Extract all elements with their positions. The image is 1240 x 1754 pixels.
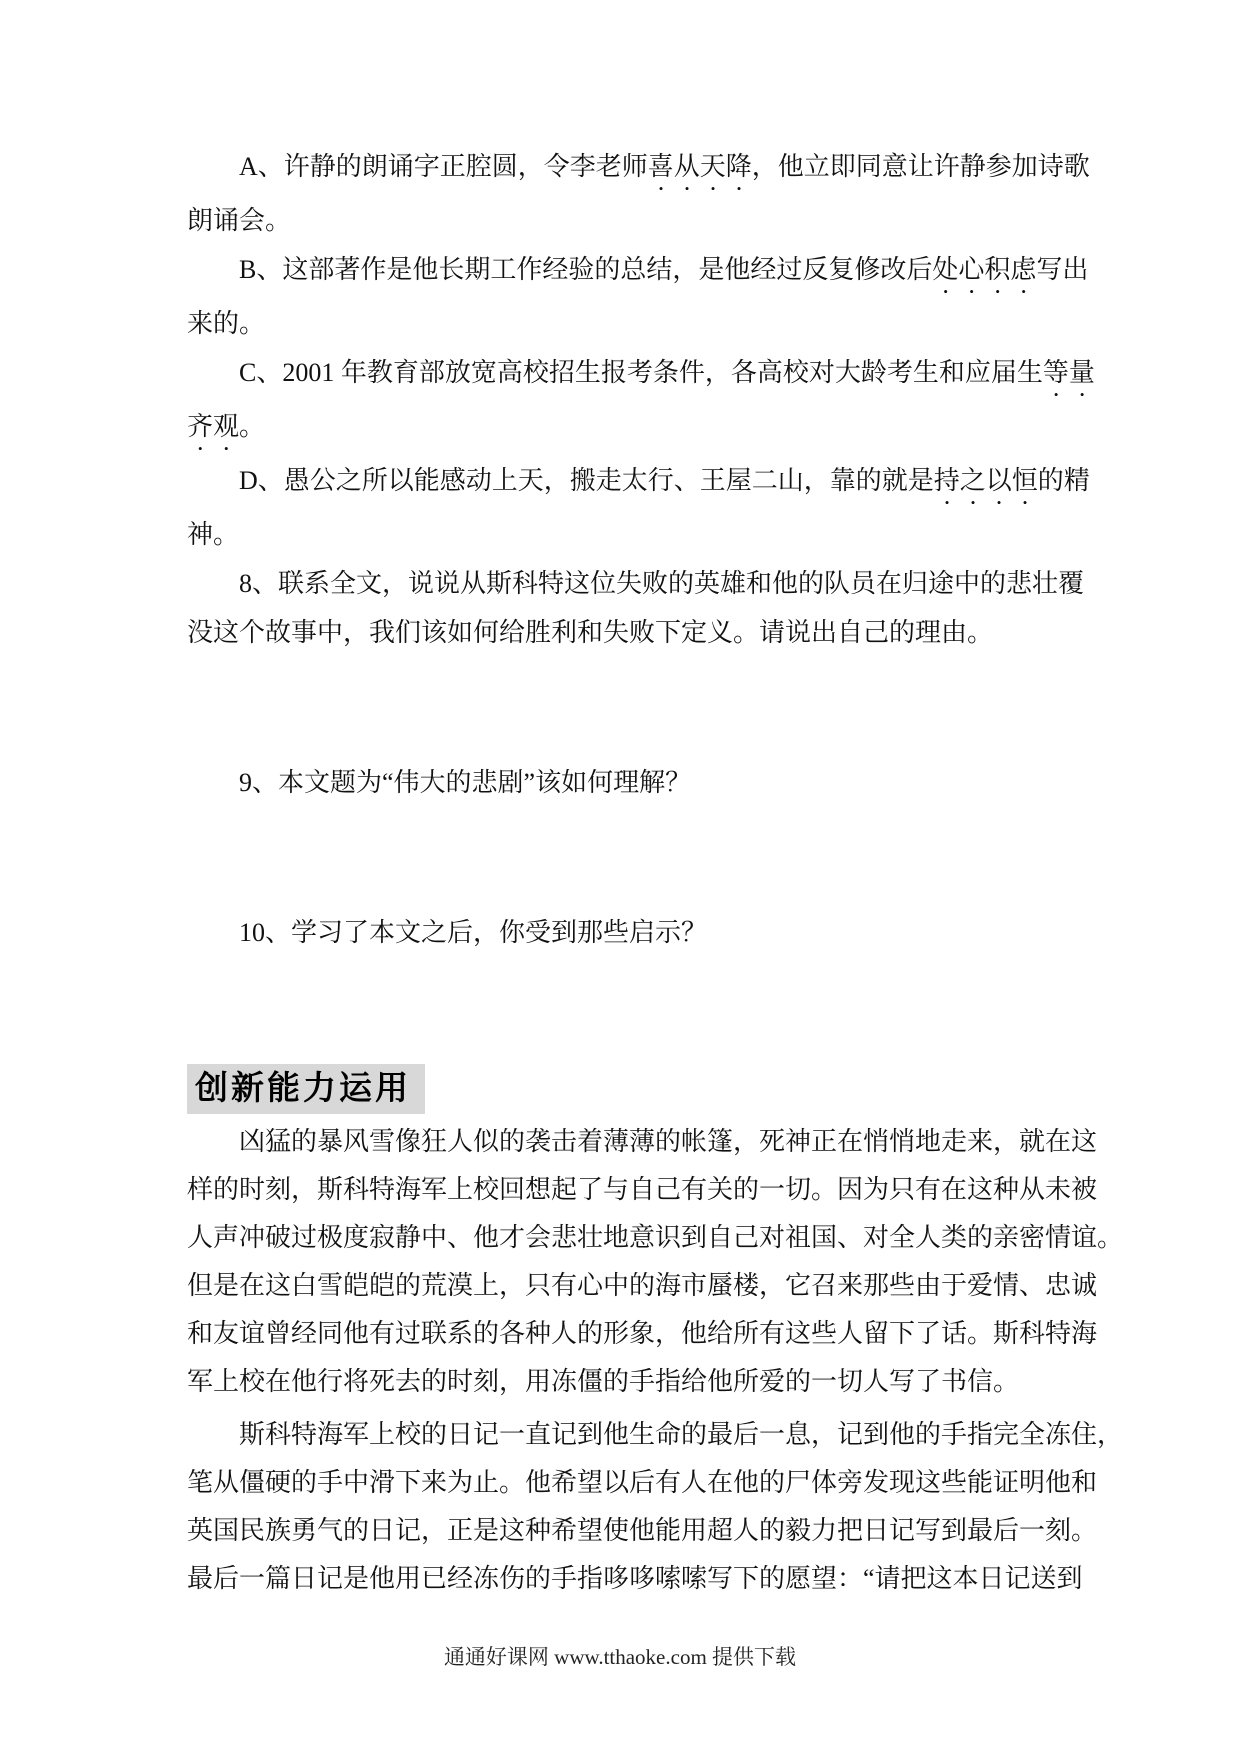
text-line bbox=[187, 510, 1090, 559]
text-line bbox=[187, 1507, 1098, 1555]
text-run: 9、本文题为“伟大的悲剧”该如何理解？ bbox=[239, 768, 692, 797]
emphasized-text: 齐观 bbox=[187, 412, 240, 441]
text-run: 写出 bbox=[1036, 255, 1089, 284]
text-line bbox=[187, 1459, 1098, 1507]
text-run: 凶猛的暴风雪像狂人似的袭击着薄薄的帐篷，死神正在悄悄地走来，就在这 bbox=[239, 1127, 1098, 1156]
multiple-choice-options-and-question-8 bbox=[187, 142, 1095, 657]
text-line bbox=[187, 1262, 1098, 1310]
emphasized-text: 持之以恒 bbox=[933, 466, 1038, 495]
emphasized-text: 喜从天降 bbox=[647, 152, 752, 181]
text-line bbox=[187, 402, 1090, 456]
text-line bbox=[187, 196, 1090, 245]
text-run: 10、学习了本文之后，你受到那些启示？ bbox=[239, 918, 708, 947]
text-line bbox=[187, 456, 1090, 510]
emphasized-text: 处心积虑 bbox=[932, 255, 1037, 284]
reading-passage-paragraph-1 bbox=[187, 1118, 1124, 1406]
text-line bbox=[187, 1411, 1124, 1459]
text-line bbox=[187, 142, 1090, 196]
question-10 bbox=[187, 908, 1090, 957]
question-9 bbox=[187, 758, 1090, 807]
text-line bbox=[187, 245, 1090, 299]
text-line bbox=[187, 559, 1090, 608]
text-run: 的精 bbox=[1037, 466, 1090, 495]
text-run: 神。 bbox=[187, 520, 240, 549]
text-run: 英国民族勇气的日记，正是这种希望使他能用超人的毅力把日记写到最后一刻。 bbox=[187, 1516, 1098, 1545]
text-run: 。 bbox=[239, 412, 266, 441]
text-line bbox=[187, 1118, 1098, 1166]
text-line bbox=[187, 1166, 1098, 1214]
text-run: 斯科特海军上校的日记一直记到他生命的最后一息，记到他的手指完全冻住， bbox=[239, 1420, 1124, 1449]
text-run: 但是在这白雪皑皑的荒漠上，只有心中的海市蜃楼，它召来那些由于爱情、忠诚 bbox=[187, 1271, 1098, 1300]
text-line bbox=[187, 1310, 1098, 1358]
text-run: 笔从僵硬的手中滑下来为止。他希望以后有人在他的尸体旁发现这些能证明他和 bbox=[187, 1468, 1098, 1497]
emphasized-text: 等量 bbox=[1042, 358, 1095, 387]
text-run: 来的。 bbox=[187, 309, 266, 338]
text-run: 样的时刻，斯科特海军上校回想起了与自己有关的一切。因为只有在这种从未被 bbox=[187, 1175, 1098, 1204]
text-line bbox=[187, 1555, 1090, 1603]
text-line bbox=[187, 608, 1090, 657]
text-line bbox=[187, 299, 1090, 348]
section-header-innovation-ability: 创新能力运用 bbox=[187, 1064, 425, 1114]
text-run: 8、联系全文，说说从斯科特这位失败的英雄和他的队员在归途中的悲壮覆 bbox=[239, 569, 1085, 598]
section-header-row bbox=[187, 1064, 1090, 1114]
text-run: 和友谊曾经同他有过联系的各种人的形象，他给所有这些人留下了话。斯科特海 bbox=[187, 1319, 1098, 1348]
text-line bbox=[187, 758, 1090, 807]
footer-credit: 通通好课网 www.tthaoke.com 提供下载 bbox=[443, 1645, 797, 1669]
text-run: 朗诵会。 bbox=[187, 206, 292, 235]
text-run: 没这个故事中，我们该如何给胜利和失败下定义。请说出自己的理由。 bbox=[187, 618, 994, 647]
text-run: 人声冲破过极度寂静中、他才会悲壮地意识到自己对祖国、对全人类的亲密情谊。 bbox=[187, 1223, 1124, 1252]
reading-passage-paragraph-2 bbox=[187, 1411, 1124, 1603]
text-line bbox=[187, 1358, 1090, 1406]
text-run: ，他立即同意让许静参加诗歌 bbox=[751, 152, 1090, 181]
text-line bbox=[187, 908, 1090, 957]
text-run: B、这部著作是他长期工作经验的总结，是他经过反复修改后 bbox=[239, 255, 933, 284]
text-line bbox=[187, 1214, 1124, 1262]
text-run: 军上校在他行将死去的时刻，用冻僵的手指给他所爱的一切人写了书信。 bbox=[187, 1367, 1020, 1396]
text-run: D、愚公之所以能感动上天，搬走太行、王屋二山，靠的就是 bbox=[239, 466, 934, 495]
text-run: A、许静的朗诵字正腔圆，令李老师 bbox=[239, 152, 648, 181]
text-line bbox=[187, 348, 1095, 402]
text-run: 最后一篇日记是他用已经冻伤的手指哆哆嗦嗦写下的愿望：“请把这本日记送到 bbox=[187, 1564, 1083, 1593]
text-run: C、2001 年教育部放宽高校招生报考条件，各高校对大龄考生和应届生 bbox=[239, 358, 1043, 387]
page-footer bbox=[150, 1645, 1090, 1669]
